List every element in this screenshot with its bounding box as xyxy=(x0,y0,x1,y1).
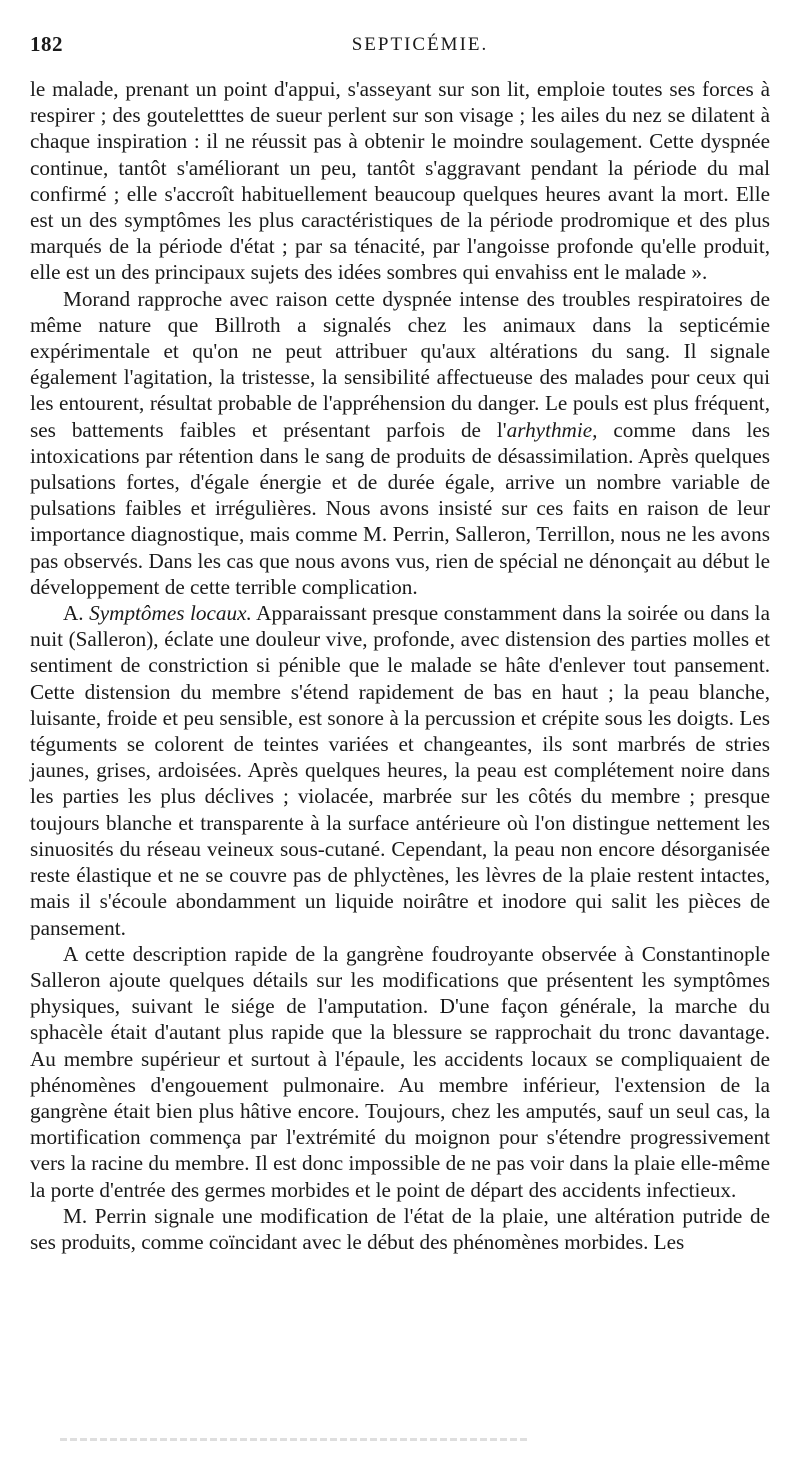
page-header xyxy=(30,14,770,62)
paragraph-perrin xyxy=(30,1203,770,1255)
section-letter: A. xyxy=(63,601,90,626)
section-heading-italic: Symptômes locaux. xyxy=(89,601,252,626)
paragraph-text-start: Morand rapproche avec raison cette dyspnée intense des troubles respiratoires de même nature que Billroth a signalés chez les animaux dans la septicémie expérimentale et qu'on ne peut attribuer qu'aux altérations du sang. Il signale également l'agitation, la tristesse, la sensibilité affectueuse des malades pour ceux qui les entourent, résultat probable de l'appréhension du danger. Le pouls est plus fréquent, ses battements faibles et présentant parfois de l' xyxy=(30,286,770,442)
paragraph-text: A cette description rapide de la gangrène foudroyante observée à Constantinople Salleron ajoute quelques détails sur les modifications que présentent les symptômes physiques, suivant le siége de l'amputation. D'une façon générale, la marche du sphacèle était d'autant plus rapide que la blessure se rapprochait du tronc davantage. Au membre supérieur et surtout à l'épaule, les accidents locaux se compliquaient de phénomènes d'engouement pulmonaire. Au membre inférieur, l'extension de la gangrène était bien plus hâtive encore. Toujours, chez les amputés, sauf un seul cas, la mortification commença par l'extrémité du moignon pour s'étendre progressivement vers la racine du membre. Il est donc impossible de ne pas voir dans la plaie elle-même la porte d'entrée des germes morbides et le point de départ des accidents infectieux. xyxy=(30,941,770,1202)
paragraph-salleron xyxy=(30,941,770,1203)
body-text xyxy=(30,76,770,1255)
paragraph-text-end: comme dans les intoxications par rétention dans le sang de produits de désassimilation. Après quelques pulsations fortes, d'égale énergie et de durée égale, arrive un nombre variable de pulsations faibles et irrégulières. Nous avons insisté sur ces faits en raison de leur importance diagnostique, mais comme M. Perrin, Salleron, Terrillon, nous ne les avons pas observés. Dans les cas que nous avons vus, rien de spécial ne dénonçait au début le développement de cette terrible complication. xyxy=(30,417,770,599)
paragraph-text: le malade, prenant un point d'appui, s'asseyant sur son lit, emploie toutes ses forces à respirer ; des gouteletttes de sueur perlent sur son visage ; les ailes du nez se dilatent à chaque inspiration : il ne réussit pas à obtenir le moindre soulagement. Cette dyspnée continue, tantôt s'améliorant un peu, tantôt s'aggravant pendant la période du mal confirmé ; elle s'accroît habituellement beaucoup quelques heures avant la mort. Elle est un des symptômes les plus caractéristiques de la période prodromique et des plus marqués de la période d'état ; par sa ténacité, par l'angoisse profonde qu'elle produit, elle est un des principaux sujets des idées sombres qui envahiss ent le malade ». xyxy=(30,77,770,285)
page-number: 182 xyxy=(30,32,63,56)
book-page xyxy=(30,14,770,1255)
paragraph-local-symptoms xyxy=(30,600,770,941)
paragraph-continued xyxy=(30,76,770,286)
italic-term: arhythmie, xyxy=(506,417,598,442)
bleed-through-trace xyxy=(60,1438,530,1441)
paragraph-text: M. Perrin signale une modification de l'état de la plaie, une altération putride de ses produits, comme coïncidant avec le début des phénomènes morbides. Les xyxy=(30,1203,770,1254)
paragraph-morand xyxy=(30,286,770,600)
paragraph-text-end: Apparaissant presque constamment dans la soirée ou dans la nuit (Salleron), éclate une douleur vive, profonde, avec distension des parties molles et sentiment de constriction si pénible que le malade se hâte d'enlever tout pansement. Cette distension du membre s'étend rapidement de bas en haut ; la peau blanche, luisante, froide et peu sensible, est sonore à la percussion et crépite sous les doigts. Les téguments se colorent de teintes variées et changeantes, ils sont marbrés de stries jaunes, grises, ardoisées. Après quelques heures, la peau est complétement noire dans les parties les plus déclives ; violacée, marbrée sur les côtés du membre ; presque toujours blanche et transparente à la surface antérieure où l'on distingue nettement les sinuosités du réseau veineux sous-cutané. Cependant, la peau non encore désorganisée reste élastique et ne se couvre pas de phlyctènes, les lèvres de la plaie restent intactes, mais il s'écoule abondamment un liquide noirâtre et inodore qui salit les pièces de pansement. xyxy=(30,601,770,940)
running-title: SEPTICÉMIE. xyxy=(351,34,489,55)
